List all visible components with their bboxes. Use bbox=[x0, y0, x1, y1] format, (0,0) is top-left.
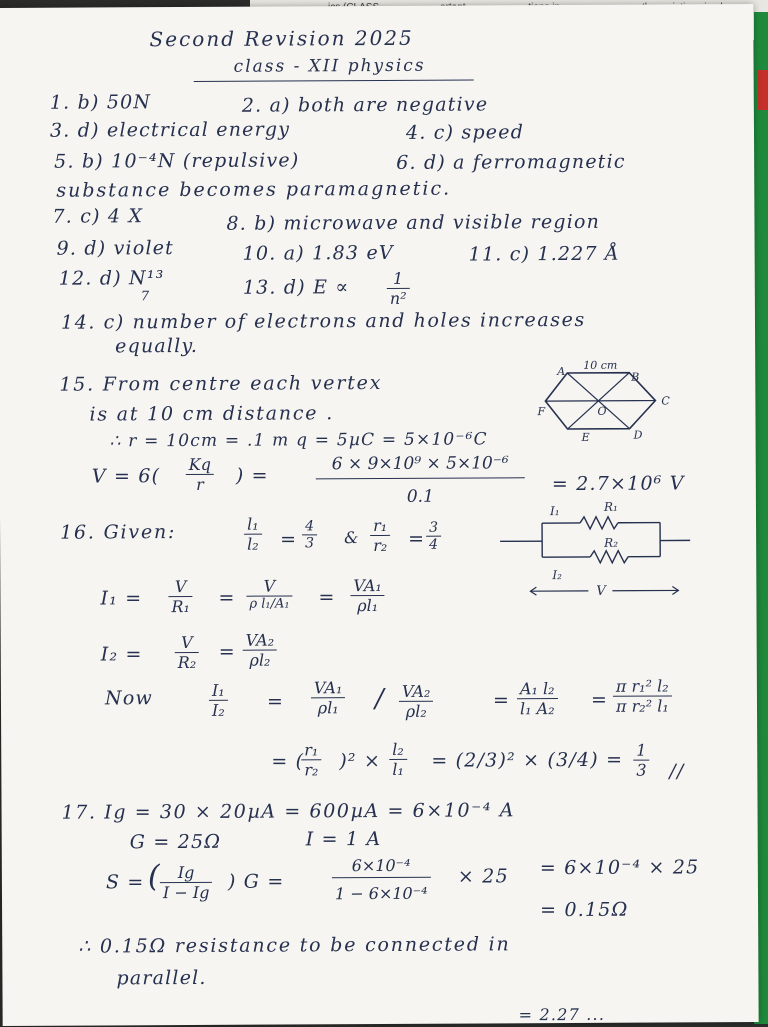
answer-mark: // bbox=[669, 760, 684, 782]
i1-lhs: I₁ = bbox=[100, 587, 142, 609]
final-power: )² × bbox=[339, 750, 381, 772]
fraction-denominator: R₁ bbox=[168, 597, 193, 616]
vertex-a-label: A bbox=[556, 365, 565, 378]
vertex-f-label: F bbox=[536, 405, 545, 418]
fraction-denominator: 0.1 bbox=[316, 478, 525, 507]
answer-13-fraction bbox=[387, 269, 410, 308]
equals-sign: = bbox=[218, 587, 235, 609]
l2-over-l1-final bbox=[389, 740, 407, 779]
fraction-numerator: V bbox=[168, 577, 193, 597]
answer-6-cont: substance becomes paramagnetic. bbox=[56, 178, 451, 202]
equals-sign: = bbox=[280, 528, 297, 550]
q15-main-fraction bbox=[316, 453, 525, 507]
q17-g: G = 25Ω bbox=[130, 831, 222, 853]
q15-close: ) = bbox=[236, 465, 269, 487]
q15-kq-over-r bbox=[186, 455, 214, 494]
fraction-denominator: ρl₂ bbox=[243, 651, 278, 670]
q17-bottom: = 2.27 ... bbox=[519, 1005, 606, 1024]
fraction-numerator: 6×10⁻⁴ bbox=[332, 856, 431, 879]
va1-over-rho-l1 bbox=[311, 678, 346, 717]
final-lhs: = ( bbox=[271, 750, 304, 772]
one-third-result bbox=[633, 741, 649, 780]
a1l2-over-l1a2 bbox=[517, 679, 558, 718]
fraction-numerator: Ig bbox=[160, 863, 213, 883]
fraction-numerator: A₁ l₂ bbox=[517, 679, 558, 699]
vertex-d-label: D bbox=[633, 429, 643, 442]
q17-conclusion-2: parallel. bbox=[116, 967, 206, 989]
q16-r1-over-r2 bbox=[370, 516, 390, 555]
and-sign: & bbox=[344, 528, 360, 547]
parallel-circuit-diagram bbox=[500, 498, 701, 599]
q17-approx: = 6×10⁻⁴ × 25 bbox=[540, 856, 700, 879]
fraction-denominator: ρl₁ bbox=[350, 596, 385, 615]
q15-v-lhs: V = 6( bbox=[92, 465, 161, 487]
fraction-denominator: r₂ bbox=[370, 536, 390, 555]
current-i1-label: I₁ bbox=[549, 504, 560, 518]
answer-4: 4. c) speed bbox=[406, 121, 524, 144]
fraction-numerator: r₁ bbox=[370, 516, 390, 536]
i1-va1-over-rho-l1 bbox=[350, 576, 385, 615]
fraction-numerator: l₁ bbox=[244, 515, 262, 535]
q17-open-paren: ( bbox=[148, 859, 161, 894]
fraction-numerator: π r₁² l₂ bbox=[613, 676, 672, 696]
resistor-r2 bbox=[590, 551, 628, 563]
fraction-denominator: 1 − 6×10⁻⁴ bbox=[332, 878, 431, 904]
fraction-denominator: ρl₂ bbox=[399, 702, 434, 721]
i1-v-over-r1 bbox=[168, 577, 193, 616]
fraction-denominator: r bbox=[186, 475, 214, 494]
q17-conclusion-1: ∴ 0.15Ω resistance to be connected in bbox=[78, 933, 510, 957]
fraction-numerator: l₂ bbox=[389, 740, 407, 760]
fraction-numerator: 6 × 9×10⁹ × 5×10⁻⁶ bbox=[316, 453, 525, 479]
answer-13: 13. d) E ∝ bbox=[243, 276, 350, 299]
q15-line-1: 15. From centre each vertex bbox=[59, 372, 382, 396]
answer-14: 14. c) number of electrons and holes increases bbox=[61, 309, 586, 334]
q16-given: 16. Given: bbox=[60, 521, 176, 544]
fraction-numerator: V bbox=[246, 576, 292, 596]
q17-s-lhs: S = bbox=[106, 871, 145, 893]
q15-line-2: is at 10 cm distance . bbox=[89, 402, 334, 425]
answer-3: 3. d) electrical energy bbox=[50, 118, 290, 141]
ig-over-i-minus-ig bbox=[160, 863, 213, 902]
equals-sign: = bbox=[591, 689, 608, 711]
q16-ratio-43 bbox=[302, 518, 317, 551]
i2-v-over-r2 bbox=[175, 633, 200, 672]
fraction-numerator: V bbox=[175, 633, 200, 653]
center-o-label: O bbox=[597, 405, 606, 418]
i1-v-over-rho bbox=[246, 576, 292, 611]
answer-1: 1. b) 50N bbox=[50, 91, 152, 114]
fraction-denominator: ρ l₁/A₁ bbox=[246, 596, 292, 611]
q17-g-after: ) G = bbox=[228, 870, 285, 892]
page-subtitle: class - XII physics bbox=[234, 56, 426, 77]
answer-14-cont: equally. bbox=[115, 335, 198, 357]
equals-sign: = bbox=[219, 641, 236, 663]
answer-8: 8. b) microwave and visible region bbox=[226, 211, 600, 235]
fraction-denominator: R₂ bbox=[175, 653, 200, 672]
fraction-numerator: 4 bbox=[302, 518, 317, 535]
fraction-denominator: r₂ bbox=[301, 760, 321, 779]
fraction-denominator: ρl₁ bbox=[311, 698, 346, 717]
i2-va2-over-rho-l2 bbox=[243, 631, 278, 670]
fraction-numerator: 3 bbox=[426, 520, 441, 537]
q15-result: = 2.7×10⁶ V bbox=[552, 472, 685, 495]
answer-10: 10. a) 1.83 eV bbox=[243, 242, 394, 265]
fraction-denominator: I₂ bbox=[209, 701, 228, 720]
r1-over-r2-final bbox=[301, 740, 321, 779]
answer-9: 9. d) violet bbox=[57, 237, 175, 260]
answer-sheet bbox=[0, 4, 759, 1026]
fraction-denominator: l₁ A₂ bbox=[517, 699, 558, 718]
fraction-numerator: VA₂ bbox=[399, 682, 434, 702]
q16-l1-over-l2 bbox=[244, 515, 262, 554]
i2-lhs: I₂ = bbox=[101, 643, 143, 665]
fraction-denominator: π r₂² l₁ bbox=[613, 696, 672, 715]
voltage-label: V bbox=[596, 584, 607, 599]
fraction-denominator: 4 bbox=[426, 537, 441, 553]
q17-i: I = 1 A bbox=[306, 828, 382, 850]
fraction-denominator: n² bbox=[387, 289, 410, 308]
page-title: Second Revision 2025 bbox=[149, 26, 413, 51]
equals-sign: = bbox=[267, 690, 284, 712]
answer-11: 11. c) 1.227 Å bbox=[469, 243, 620, 266]
q17-times-25: × 25 bbox=[458, 865, 509, 887]
diagonal-fc bbox=[545, 401, 655, 402]
fraction-numerator: VA₁ bbox=[311, 678, 346, 698]
fraction-denominator: 3 bbox=[302, 535, 317, 551]
fraction-numerator: I₁ bbox=[209, 681, 228, 701]
answer-7: 7. c) 4 X bbox=[52, 205, 143, 227]
q16-ratio-34 bbox=[426, 520, 441, 553]
answer-6: 6. d) a ferromagnetic bbox=[396, 151, 626, 174]
final-middle: = (2/3)² × (3/4) = bbox=[431, 749, 623, 772]
vertex-e-label: E bbox=[581, 431, 590, 444]
fraction-numerator: 1 bbox=[633, 741, 649, 761]
va2-over-rho-l2 bbox=[399, 682, 434, 721]
title-underline bbox=[194, 79, 474, 82]
fraction-numerator: VA₁ bbox=[350, 576, 385, 596]
now-label: Now bbox=[105, 687, 153, 709]
division-slash: / bbox=[375, 684, 385, 714]
fraction-denominator: 3 bbox=[633, 761, 649, 780]
q17-result: = 0.15Ω bbox=[540, 899, 629, 921]
q17-main-fraction bbox=[332, 856, 431, 904]
pi-r-ratio bbox=[613, 676, 672, 715]
fraction-numerator: VA₂ bbox=[243, 631, 278, 651]
red-tab bbox=[758, 70, 768, 110]
hexagon-diagram bbox=[537, 358, 677, 449]
resistor-r1 bbox=[580, 517, 618, 529]
r1-label: R₁ bbox=[603, 500, 618, 514]
side-label: 10 cm bbox=[583, 359, 617, 372]
q15-line-3: ∴ r = 10cm = .1 m q = 5µC = 5×10⁻⁶C bbox=[110, 429, 488, 451]
fraction-numerator: 1 bbox=[387, 269, 410, 289]
equals-sign: = bbox=[318, 586, 335, 608]
i1-over-i2 bbox=[209, 681, 228, 720]
r2-label: R₂ bbox=[603, 536, 618, 550]
fraction-denominator: l₁ bbox=[389, 760, 407, 779]
current-i2-label: I₂ bbox=[551, 568, 562, 582]
equals-sign: = bbox=[493, 689, 510, 711]
fraction-numerator: r₁ bbox=[301, 740, 321, 760]
answer-12-subscript: 7 bbox=[141, 289, 151, 304]
vertex-c-label: C bbox=[661, 394, 670, 407]
equals-sign: = bbox=[408, 528, 425, 550]
q17-line-1: 17. Ig = 30 × 20µA = 600µA = 6×10⁻⁴ A bbox=[61, 799, 515, 823]
fraction-denominator: I − Ig bbox=[160, 883, 213, 902]
vertex-b-label: B bbox=[630, 371, 639, 384]
answer-5: 5. b) 10⁻⁴N (repulsive) bbox=[54, 149, 299, 172]
fraction-numerator: Kq bbox=[186, 455, 214, 475]
fraction-denominator: l₂ bbox=[244, 535, 262, 554]
answer-2: 2. a) both are negative bbox=[242, 93, 489, 116]
answer-12: 12. d) N¹³ bbox=[59, 267, 165, 290]
